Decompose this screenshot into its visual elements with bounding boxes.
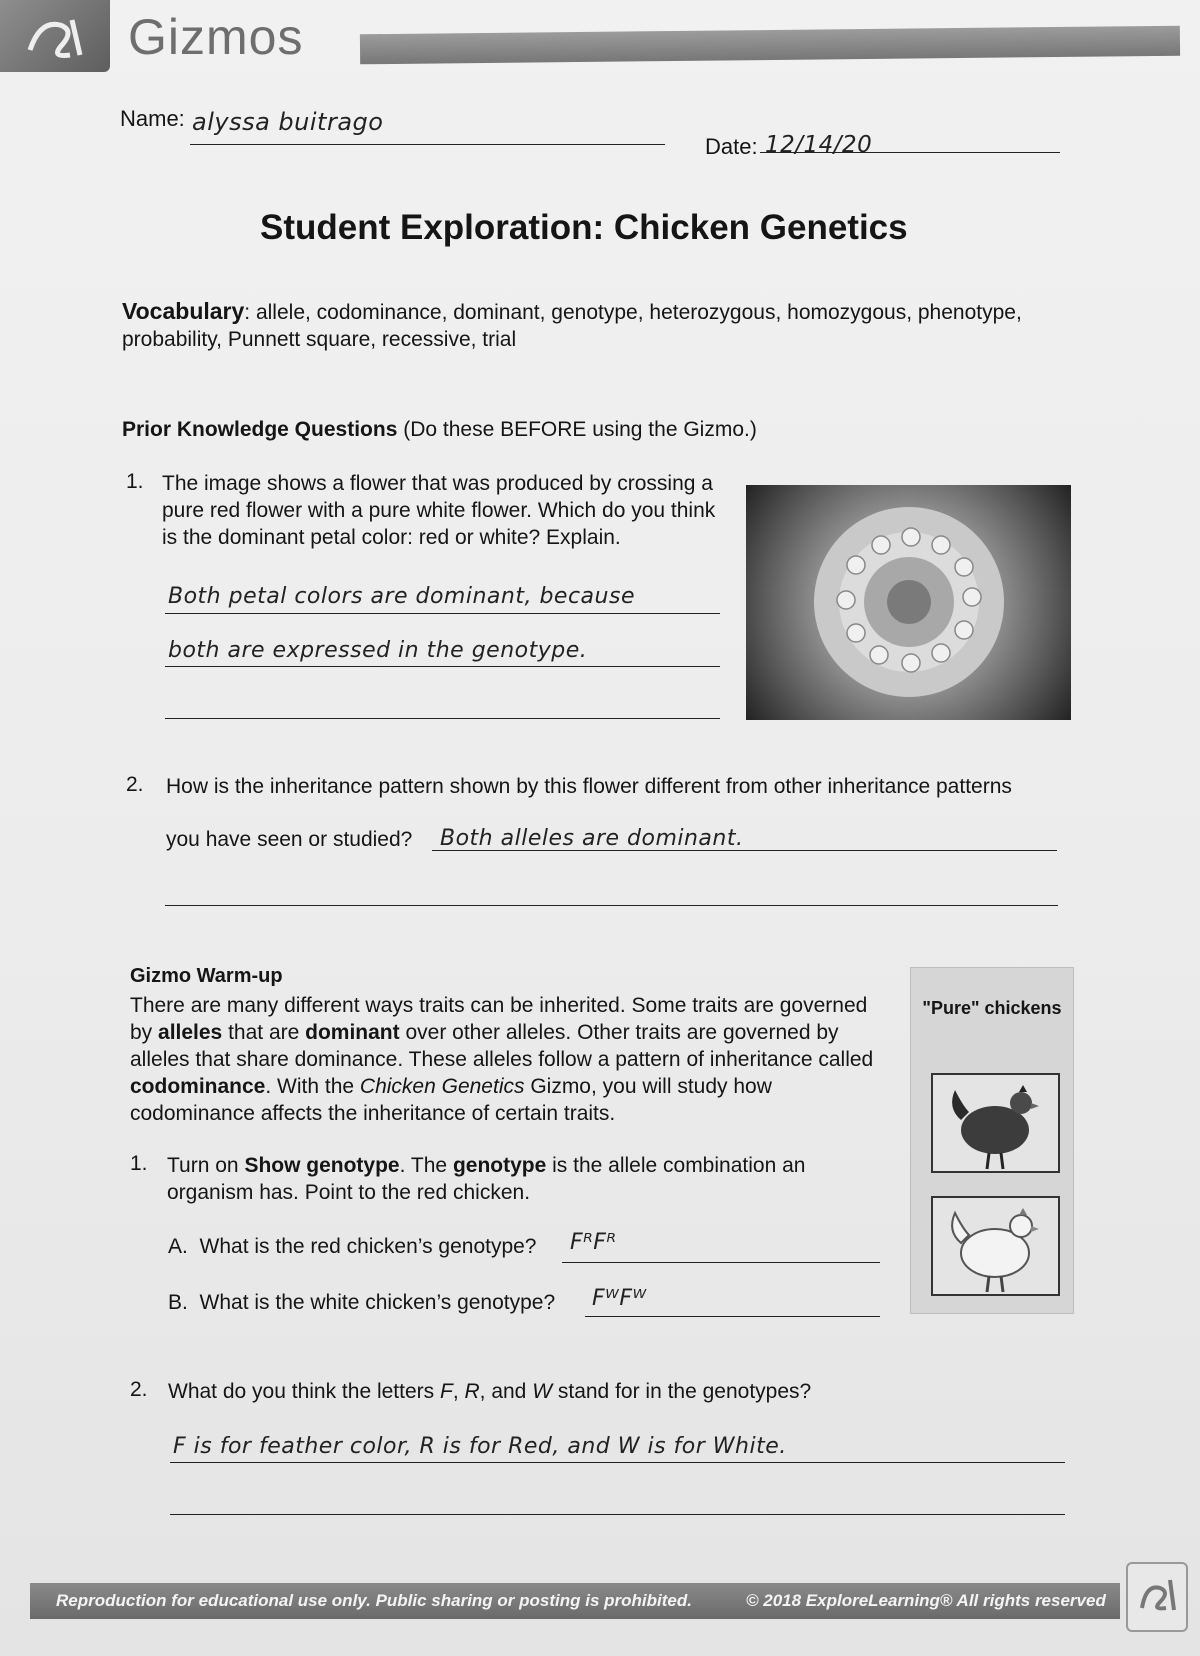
warmup-q2-rule2 <box>170 1514 1065 1515</box>
warmup-heading: Gizmo Warm-up <box>130 965 283 987</box>
q1-answer-rule2 <box>165 666 720 667</box>
q1-answer-rule3 <box>165 718 720 719</box>
warmup-dominant: dominant <box>305 1021 400 1044</box>
q1-number: 1. <box>126 470 144 493</box>
warmup-text-3: over other alleles. Other traits are governed by alleles that share dominance. These alleles follow a pattern of inheritance called <box>130 1021 874 1071</box>
red-chicken-box[interactable] <box>931 1073 1060 1173</box>
prior-knowledge-heading <box>122 418 757 442</box>
warmup-q1-genotype: genotype <box>452 1154 547 1177</box>
q2-answer-rule1 <box>432 850 1057 851</box>
warmup-q1-t1: Turn on <box>167 1154 245 1177</box>
warmup-q2-text <box>168 1378 1068 1405</box>
footer-left-text: Reproduction for educational use only. Public sharing or posting is prohibited. <box>56 1591 692 1610</box>
warmup-alleles: alleles <box>158 1021 223 1044</box>
q1a-answer-rule <box>562 1262 880 1263</box>
warmup-q2-rule1 <box>170 1462 1065 1463</box>
q2-text-line1: How is the inheritance pattern shown by this flower different from other inheritance patterns <box>166 775 1012 798</box>
prior-heading-note: (Do these BEFORE using the Gizmo.) <box>397 418 757 441</box>
q1a-text: What is the red chicken’s genotype? <box>199 1235 537 1258</box>
header-banner <box>360 26 1180 65</box>
prior-heading-bold: Prior Knowledge Questions <box>122 418 398 441</box>
q2-text-line2: you have seen or studied? <box>166 828 413 851</box>
q1a-label: A. <box>168 1235 188 1258</box>
flower-photo <box>746 485 1071 720</box>
pure-chickens-label: "Pure" chickens <box>922 998 1062 1018</box>
vocabulary <box>122 298 1072 353</box>
date-label: Date: <box>705 134 758 159</box>
name-line <box>190 144 665 145</box>
q1-answer-line1: Both petal colors are dominant, because <box>168 584 635 609</box>
q2-answer-rule2 <box>165 905 1058 906</box>
q1-answer-line2: both are expressed in the genotype. <box>168 638 588 663</box>
warmup-q1-t3: is the allele combination an organism has. Point to the red chicken. <box>167 1154 806 1204</box>
warmup-q1-t2: . The <box>399 1154 453 1177</box>
q1-text: The image shows a flower that was produced by crossing a pure red flower with a pure white flower. Which do you think is the dominant petal color: red or white? Explain. <box>162 472 716 549</box>
warmup-q2-number: 2. <box>130 1378 148 1401</box>
name-value: alyssa buitrago <box>192 108 384 136</box>
page-title: Student Exploration: Chicken Genetics <box>260 208 908 247</box>
q2-t4: stand for in the genotypes? <box>552 1380 812 1403</box>
q1a-answer: FᴿFᴿ <box>570 1230 617 1255</box>
q2-R: R <box>464 1380 480 1403</box>
warmup-q1-text <box>167 1152 867 1206</box>
q2-t2: , <box>452 1380 465 1403</box>
warmup-q1a <box>168 1235 537 1259</box>
warmup-q1-show-genotype: Show genotype <box>244 1154 400 1177</box>
pure-chickens-panel <box>910 967 1074 1314</box>
footer-bar <box>30 1583 1120 1619</box>
red-chicken-icon <box>933 1075 1058 1171</box>
name-label: Name: <box>120 106 185 131</box>
warmup-text-4: . With the <box>265 1075 360 1098</box>
q2-answer: Both alleles are dominant. <box>440 826 744 851</box>
q1-answer-rule1 <box>165 613 720 614</box>
q2-t3: , and <box>479 1380 533 1403</box>
brand-title: Gizmos <box>128 9 304 65</box>
explorelearning-logo <box>0 0 110 72</box>
warmup-text-5: Gizmo, you will study how codominance affects the inheritance of certain traits. <box>130 1075 772 1125</box>
warmup-q2-answer: F is for feather color, R is for Red, and W is for White. <box>173 1434 787 1459</box>
q1b-answer-rule <box>585 1316 880 1317</box>
date-line <box>760 152 1060 153</box>
q2-t1: What do you think the letters <box>168 1380 440 1403</box>
warmup-gizmo-name: Chicken Genetics <box>359 1075 525 1098</box>
q2-W: W <box>532 1380 553 1403</box>
white-chicken-box[interactable] <box>931 1196 1060 1296</box>
vocabulary-terms: : allele, codominance, dominant, genotype, heterozygous, homozygous, phenotype, probability, Punnett square, recessive, trial <box>122 301 1022 351</box>
warmup-text-1: There are many different ways traits can be inherited. Some traits are governed by <box>130 994 868 1044</box>
q1b-label: B. <box>168 1291 188 1314</box>
vocabulary-label: Vocabulary <box>122 298 245 324</box>
q2-number: 2. <box>126 773 144 796</box>
footer-logo-icon <box>1126 1562 1188 1632</box>
q1b-answer: FᵂFᵂ <box>592 1286 647 1311</box>
date-value: 12/14/20 <box>765 132 873 158</box>
q2-F: F <box>439 1380 453 1403</box>
warmup-q1b <box>168 1291 555 1315</box>
warmup-q1-number: 1. <box>130 1152 148 1175</box>
white-chicken-icon <box>933 1198 1058 1294</box>
warmup-paragraph <box>130 992 890 1127</box>
warmup-text-2: that are <box>222 1021 306 1044</box>
warmup-codominance: codominance <box>130 1075 266 1098</box>
q1b-text: What is the white chicken’s genotype? <box>199 1291 556 1314</box>
footer-right-text: © 2018 ExploreLearning® All rights reserved <box>746 1591 1106 1610</box>
